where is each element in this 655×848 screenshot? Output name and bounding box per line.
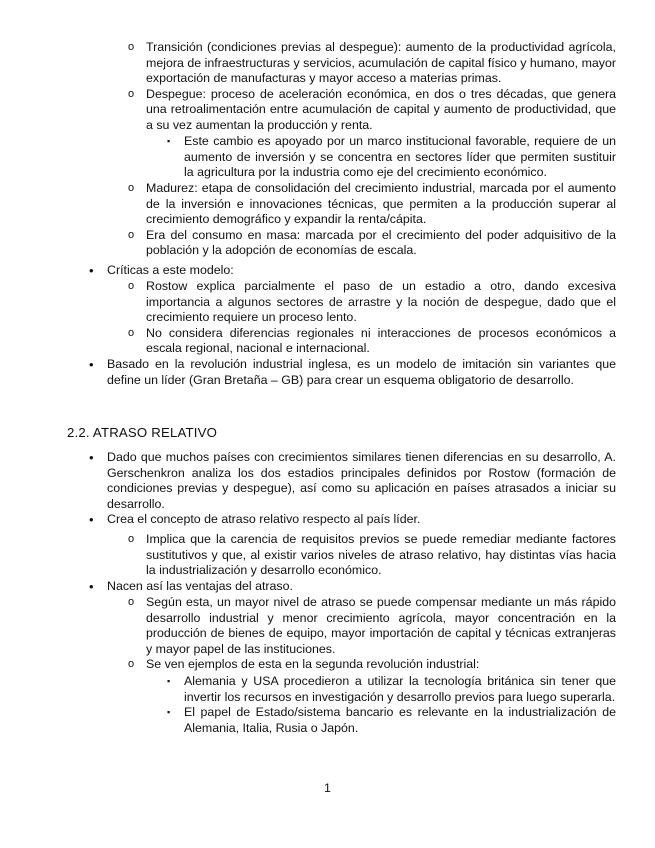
list-item-text: Era del consumo en masa: marcada por el crecimiento del poder adquisitivo de la población y la adopción de economías de escala. [146, 227, 616, 258]
square-bullet-icon: ▪ [167, 136, 171, 146]
bullet-icon: • [89, 579, 94, 594]
list-item [128, 595, 616, 657]
list-item [167, 674, 616, 705]
list-item [89, 512, 616, 528]
list-item-text: Rostow explica parcialmente el paso de un estadio a otro, dando excesiva importancia a algunos sectores de arrastre y la noción de despegue, dado que el crecimiento requiere un proceso lento. [146, 279, 616, 325]
despegue-sublist [167, 134, 616, 181]
list-item [89, 450, 616, 512]
bullet-icon: • [89, 263, 94, 278]
section-list-p3 [89, 579, 616, 595]
list-item [128, 325, 616, 357]
bullet-icon: • [89, 512, 94, 528]
circle-bullet-icon: o [128, 658, 135, 671]
list-item-text: Basado en la revolución industrial inglesa, es un modelo de imitación sin variantes que define un líder (Gran Bretaña – GB) para crear un esquema obligatorio de desarrollo. [107, 357, 616, 387]
circle-bullet-icon: o [128, 596, 135, 608]
list-item-text: Madurez: etapa de consolidación del crecimiento industrial, marcada por el aumento de la inversión e innovaciones técnicas, que permiten a la producción superar al crecimiento demográfico y expandir la renta/cápita. [146, 181, 616, 227]
rostow-stages-list [128, 40, 616, 134]
list-item-text: Crea el concepto de atraso relativo respecto al país líder. [107, 512, 421, 527]
section-list-p1 [89, 450, 616, 528]
list-item [128, 40, 616, 87]
page-number: 1 [324, 781, 331, 795]
list-item-text: El papel de Estado/sistema bancario es relevante en la industrialización de Alemania, Italia, Rusia o Japón. [184, 705, 616, 735]
circle-bullet-icon: o [128, 182, 135, 194]
list-item-text: Críticas a este modelo: [107, 263, 234, 277]
list-item-text: No considera diferencias regionales ni interacciones de procesos económicos a escala regional, nacional e internacional. [146, 325, 616, 356]
circle-bullet-icon: o [128, 280, 135, 292]
p3-sub2-list [167, 674, 616, 736]
circle-bullet-icon: o [128, 533, 135, 545]
list-item [89, 263, 616, 279]
list-item-text: Según esta, un mayor nivel de atraso se puede compensar mediante un más rápido desarrollo industrial y menor crecimiento agrícola, mayor concentración en la producción de bienes de equipo, mayor importación de capital y técnicas extranjeras y mayor papel de las instituciones. [146, 595, 616, 656]
list-item [167, 134, 616, 181]
list-item-text: Despegue: proceso de aceleración económica, en dos o tres décadas, que genera una retroalimentación entre acumulación de capital y aumento de productividad, que a su vez aumentan la producción y renta. [146, 86, 616, 132]
section-heading: 2.2. ATRASO RELATIVO [67, 425, 218, 440]
list-item [167, 705, 616, 736]
circle-bullet-icon: o [128, 326, 135, 339]
list-item-text: Se ven ejemplos de esta en la segunda revolución industrial: [146, 657, 480, 672]
circle-bullet-icon: o [128, 87, 135, 100]
circle-bullet-icon: o [128, 41, 135, 53]
list-item [128, 279, 616, 326]
criticas-sublist [128, 279, 616, 357]
p3-sublist [128, 595, 616, 673]
later-stages-list [128, 181, 616, 259]
bullet-icon: • [89, 450, 94, 465]
list-item [128, 86, 616, 134]
list-item [89, 579, 616, 595]
square-bullet-icon: ▪ [167, 707, 171, 718]
basado-item [89, 357, 616, 388]
list-item-text: Implica que la carencia de requisitos previos se puede remediar mediante factores sustitutivos y que, al existir varios niveles de atraso relativo, hay distintas vías hacia la industrialización y desarrollo económico. [146, 532, 616, 578]
list-item-text: Alemania y USA procedieron a utilizar la tecnología británica sin tener que invertir los recursos en investigación y desarrollo previos para luego superarla. [184, 674, 616, 704]
criticas-item [89, 263, 616, 279]
list-item-text: Dado que muchos países con crecimientos similares tienen diferencias en su desarrollo, A. Gerschenkron analiza los dos estadios principales definidos por Rostow (formación de condiciones previas y despegue), así como su aplicación en países atrasados a iniciar su desarrollo. [107, 450, 616, 511]
list-item [89, 357, 616, 388]
list-item-text: Este cambio es apoyado por un marco institucional favorable, requiere de un aumento de inversión y se concentra en sectores líder que permiten sustituir la agricultura por la industria como eje del crecimiento económico. [184, 134, 616, 180]
list-item [128, 657, 616, 673]
p2-sublist [128, 532, 616, 579]
list-item [128, 532, 616, 579]
list-item-text: Nacen así las ventajas del atraso. [107, 579, 293, 593]
circle-bullet-icon: o [128, 228, 135, 241]
list-item [128, 227, 616, 259]
list-item-text: Transición (condiciones previas al despegue): aumento de la productividad agrícola, mejora de infraestructuras y servicios, acumulación de capital físico y humano, mayor exportación de manufacturas y mayor acceso a materias primas. [146, 40, 616, 86]
bullet-icon: • [89, 357, 94, 372]
list-item [128, 181, 616, 228]
square-bullet-icon: ▪ [167, 676, 171, 686]
